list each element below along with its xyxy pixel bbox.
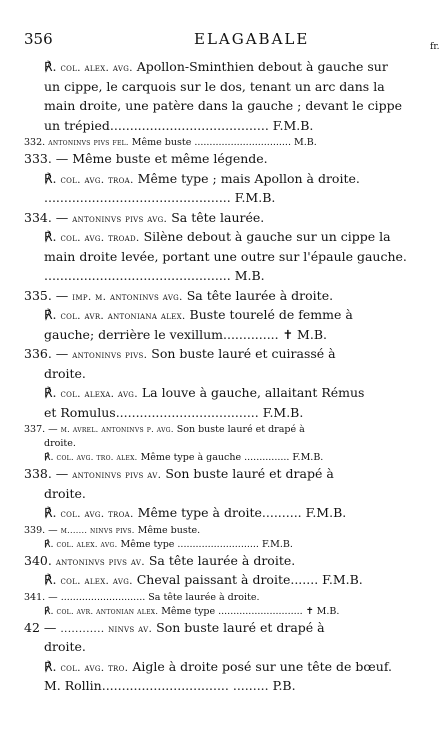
entry-text: main droite, une patère dans la gauche ; devant le cippe [44,98,403,113]
entry-text: droite. [44,365,86,381]
entry-text: Sa tête laurée à droite. [144,552,296,568]
entry-text: Même type ; mais Apollon à droite. [133,170,360,186]
catalogue-line [24,306,424,326]
catalogue-line [24,485,424,505]
legend-text: col. avg. troa. [60,507,134,520]
entry-text: Son buste lauré et drapé à [152,619,325,635]
catalogue-line [24,189,424,209]
entry-text: Même buste et même légende. [72,151,268,166]
entry-label: 341. — [24,591,61,603]
catalogue-line [24,571,424,591]
entry-label: ℟. [44,307,61,322]
legend-text: m....... ninvs pivs. [60,525,135,535]
catalogue-line [24,605,424,619]
catalogue-line [24,267,424,287]
entry-label: ℟. [44,505,61,520]
catalogue-line [24,638,424,658]
catalogue-line [24,619,424,639]
legend-text: col. alex. avg. [56,539,118,549]
entry-label: 336. — [24,346,73,361]
legend-text: col. avg. troa. [60,172,134,186]
entry-text: un cippe, le carquois sur le dos, tenant un arc dans la [44,78,385,94]
entry-label: 333. — [24,151,73,166]
catalogue-line [24,345,424,365]
catalogue-line [24,58,424,78]
entry-text: Même type à droite.......... F.M.B. [133,505,347,520]
entry-text: Même type à gauche ............... F.M.B. [137,452,324,463]
catalogue-line [24,287,424,307]
catalogue-line [24,524,424,538]
catalogue-line [24,97,424,117]
entry-label: ℟. [44,59,61,74]
catalogue-line [24,228,424,248]
catalogue-line [24,677,424,697]
entry-text: Même buste. [134,524,201,536]
entry-text: Son buste lauré et drapé à [173,424,305,435]
entry-text: ............................ Sa tête laurée à droite. [60,591,260,603]
page-header [24,30,440,52]
legend-text: antoninvs pivs av. [72,468,162,481]
entry-label: 335. — [24,287,73,303]
catalogue-line [24,504,424,524]
legend-text: m. avrel. antoninvs p. avg. [60,425,174,434]
legend-text: col. alex. avg. [60,61,133,74]
entry-label: 337. — [24,424,61,435]
entry-text: Même type ............................ ✝ M.B. [158,605,340,617]
entry-label: 339. — [24,524,61,536]
entry-label: ℟. [44,658,61,674]
entry-text: et Romulus.................................... F.M.B. [44,404,304,420]
catalogue-line [24,465,424,485]
entry-label: 42 — [24,619,61,635]
entry-label: 334. — [24,209,73,225]
entry-text: droite. [44,639,86,654]
legend-text: col. avg. troad. [60,231,140,244]
legend-text: antoninvs pivs. [72,348,148,361]
catalogue-line [24,78,424,98]
catalogue-line [24,136,424,150]
catalogue-line [24,326,424,346]
entry-label: 332. [24,137,49,148]
legend-text: col. avg. tro. alex. [56,453,138,462]
catalogue-line [24,209,424,229]
catalogue-line [24,404,424,424]
entry-label: ℟. [44,605,57,617]
entry-text: droite. [44,485,86,501]
legend-text: col. alex. avg. [60,574,133,587]
legend-text: col. avr. antoniana alex. [60,309,186,322]
entry-text: Cheval paissant à droite....... F.M.B. [132,572,363,587]
catalogue-line [24,658,424,678]
catalogue-line [24,117,424,137]
entry-label: ℟. [44,572,61,587]
entry-text: main droite levée, portant une outre sur l'épaule gauche. [44,248,407,264]
catalogue-line [24,451,424,465]
entry-label: 340. [24,552,56,568]
legend-text: col. avr. antonian alex. [56,606,159,616]
catalogue-text [24,58,424,697]
entry-text: Son buste lauré et cuirassé à [147,346,336,361]
entry-text: Même buste ................................ M.B. [128,137,317,148]
entry-text: Son buste lauré et drapé à [161,466,334,481]
catalogue-line [24,423,424,437]
catalogue-line [24,384,424,404]
catalogue-line [24,538,424,552]
entry-text: Aigle à droite posé sur une tête de bœuf. [128,658,392,674]
entry-text: un trépied........................................ F.M.B. [44,117,314,133]
entry-text: ............................................... M.B. [44,268,265,283]
catalogue-line [24,170,424,190]
legend-text: col. alexa. avg. [60,387,138,400]
catalogue-line [24,365,424,385]
margin-note: fr. [430,42,440,52]
catalogue-line [24,552,424,572]
entry-text: Même type ........................... F.M.B. [117,538,293,550]
entry-text: Apollon-Sminthien debout à gauche sur [132,59,388,74]
legend-text: imp. m. antoninvs avg. [72,289,183,303]
entry-text: droite. [44,438,76,449]
legend-text: antoninvs pivs avg. [72,211,168,225]
entry-text: La louve à gauche, allaitant Rémus [137,385,365,400]
entry-text: ............................................... F.M.B. [44,190,276,205]
legend-text: antoninvs pivs av. [55,554,145,568]
entry-text: Silène debout à gauche sur un cippe la [139,229,391,244]
entry-label: ℟. [44,170,61,186]
entry-label: ℟. [44,452,57,463]
catalogue-line [24,248,424,268]
entry-text: Buste tourelé de femme à [185,307,353,322]
legend-text: ............ ninvs av. [60,621,153,635]
entry-label: ℟. [44,229,61,244]
page-title: ELAGABALE [194,30,310,48]
entry-label: ℟. [44,385,61,400]
page-number: 356 [24,30,53,48]
entry-text: gauche; derrière le vexillum.............. ✝ M.B. [44,326,327,342]
catalogue-line [24,591,424,605]
legend-text: antoninvs pivs fel. [48,138,129,147]
legend-text: col. avg. tro. [60,660,129,674]
entry-text: Sa tête laurée à droite. [182,287,334,303]
catalogue-line [24,437,424,451]
catalogue-line [24,150,424,170]
entry-label: 338. — [24,466,73,481]
entry-text: M. Rollin................................ ......... P.B. [44,678,296,693]
entry-text: Sa tête laurée. [167,209,265,225]
entry-label: ℟. [44,538,57,550]
